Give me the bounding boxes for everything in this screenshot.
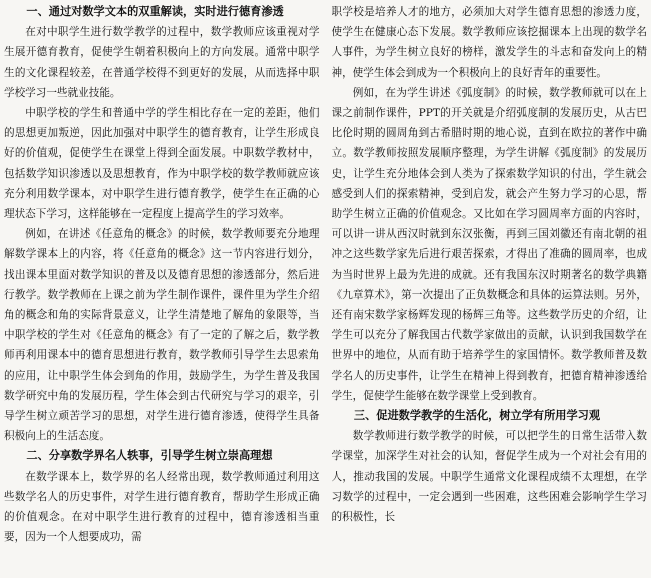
paragraph: 在数学课本上，数学界的名人经常出现，数学教师通过利用这些数学名人的历史事件，对学生进行德育教育，帮助学生形成正确的价值观念。在对中职学生进行教育的过程中，德育渗透相当重要，因为一个人想要成功，需: [4, 470, 320, 544]
paragraph: 例如，在为学生讲述《弧度制》的时候，数学教师就可以在上课之前制作课件，PPT的开关就是介绍弧度制的发展历史，从古巴比伦时期的圆周角到古希腊时期的地心说，直到在欧拉的著作中确立。数学教师按照发展顺序整理，为学生讲解《弧度制》的发展历史，让学生充分地体会到人类为了探索数学知识的付出，学生就会感受到人们的探索精神，受到启发，就会产生努力学习的心思，帮助学生树立正确的价值观念。又比如在学习圆周率方面的内容时，可以讲一讲从西汉时就到东汉张衡，再到三国刘徽还有南北朝的祖冲之这些数学家先后进行艰苦探索，才得出了准确的圆周率，也成为当时世界上最为先进的成就。还有我国东汉时期著名的数学典籍《九章算术》，第一次提出了正负数概念和具体的运算法则。另外，还有南宋数学家杨辉发现的杨辉三角等。这些数学历史的介绍，让学生可以充分了解我国古代数学家做出的贡献，认识到我国数学在世界中的地位，从而有助于培养学生的家国情怀。数学教师普及数学名人的历史事件，让学生在精神上得到教育，把德育精神渗透给学生，促使学生能够在数学课堂上受到教育。: [331, 86, 647, 402]
paragraph: 中职学校的学生和普通中学的学生相比存在一定的差距，他们的思想更加叛逆，因此加强对中职学生的德育教育，让学生形成良好的价值观，促使学生在课堂上得到全面发展。中职数学教材中，包括数学知识渗透以及思想教育，作为中职学校的数学教师就应该充分利用数学课本，对中职学生进行德育教学，使学生在正确的心理状态下学习，这样能够在一定程度上提高学生的学习效率。: [4, 107, 320, 221]
section-heading-3: 三、促进数学教学的生活化，树立学有所用学习观: [353, 409, 601, 423]
paragraph: 数学教师进行数学教学的时候，可以把学生的日常生活带入数学课堂，加深学生对社会的认知，督促学生成为一个对社会有用的人，推动我国的发展。中职学生通常文化课程成绩不太理想，在学习数学的过程中，一定会遇到一些困难，这些困难会影响学生学习的积极性，长: [331, 430, 647, 524]
paragraph: 在对中职学生进行数学教学的过程中，数学教师应该重视对学生展开德育教育，促使学生朝着积极向上的方向发展。通常中职学生的文化课程较差，在普通学校得不到更好的发展，从而选择中职学校学习一些就业技能。: [4, 26, 320, 99]
section-heading-2: 二、分享数学界名人轶事，引导学生树立崇高理想: [26, 449, 273, 463]
paragraph: 例如，在讲述《任意角的概念》的时候，数学教师要充分地理解数学课本上的内容，将《任意角的概念》这一节内容进行划分，找出课本里面对数学知识的普及以及德育思想的渗透部分，然后进行教学。数学教师在上课之前为学生制作课件，课件里为学生介绍角的概念和角的实际背景意义，让学生清楚地了解角的象限等，当中职学校的学生对《任意角的概念》有了一定的了解之后，数学教师再利用课本中的德育思想进行教育，数学教师引导学生去思索角的应用，让中职学生体会到角的作用，鼓励学生，为学生普及我国数学研究中角的发展历程，学生体会到古代研究与学习的艰辛，引导学生树立顽苦学习的思想，对学生进行德育渗透，使得学生具备积极向上的生活态度。: [4, 228, 320, 443]
paragraph-continued: 职学校是培养人才的地方，必须加大对学生德育思想的渗透力度，使学生在健康心态下发展。数学教师应该挖掘课本上出现的数学名人事件，为学生树立良好的榜样，激发学生的斗志和奋发向上的精神，使学生体会到成为一个积极向上的良好青年的重要性。: [331, 6, 647, 79]
left-column: [4, 2, 320, 578]
right-column: [332, 2, 648, 578]
section-heading-1: 一、通过对数学文本的双重解读，实时进行德育渗透: [26, 5, 284, 18]
